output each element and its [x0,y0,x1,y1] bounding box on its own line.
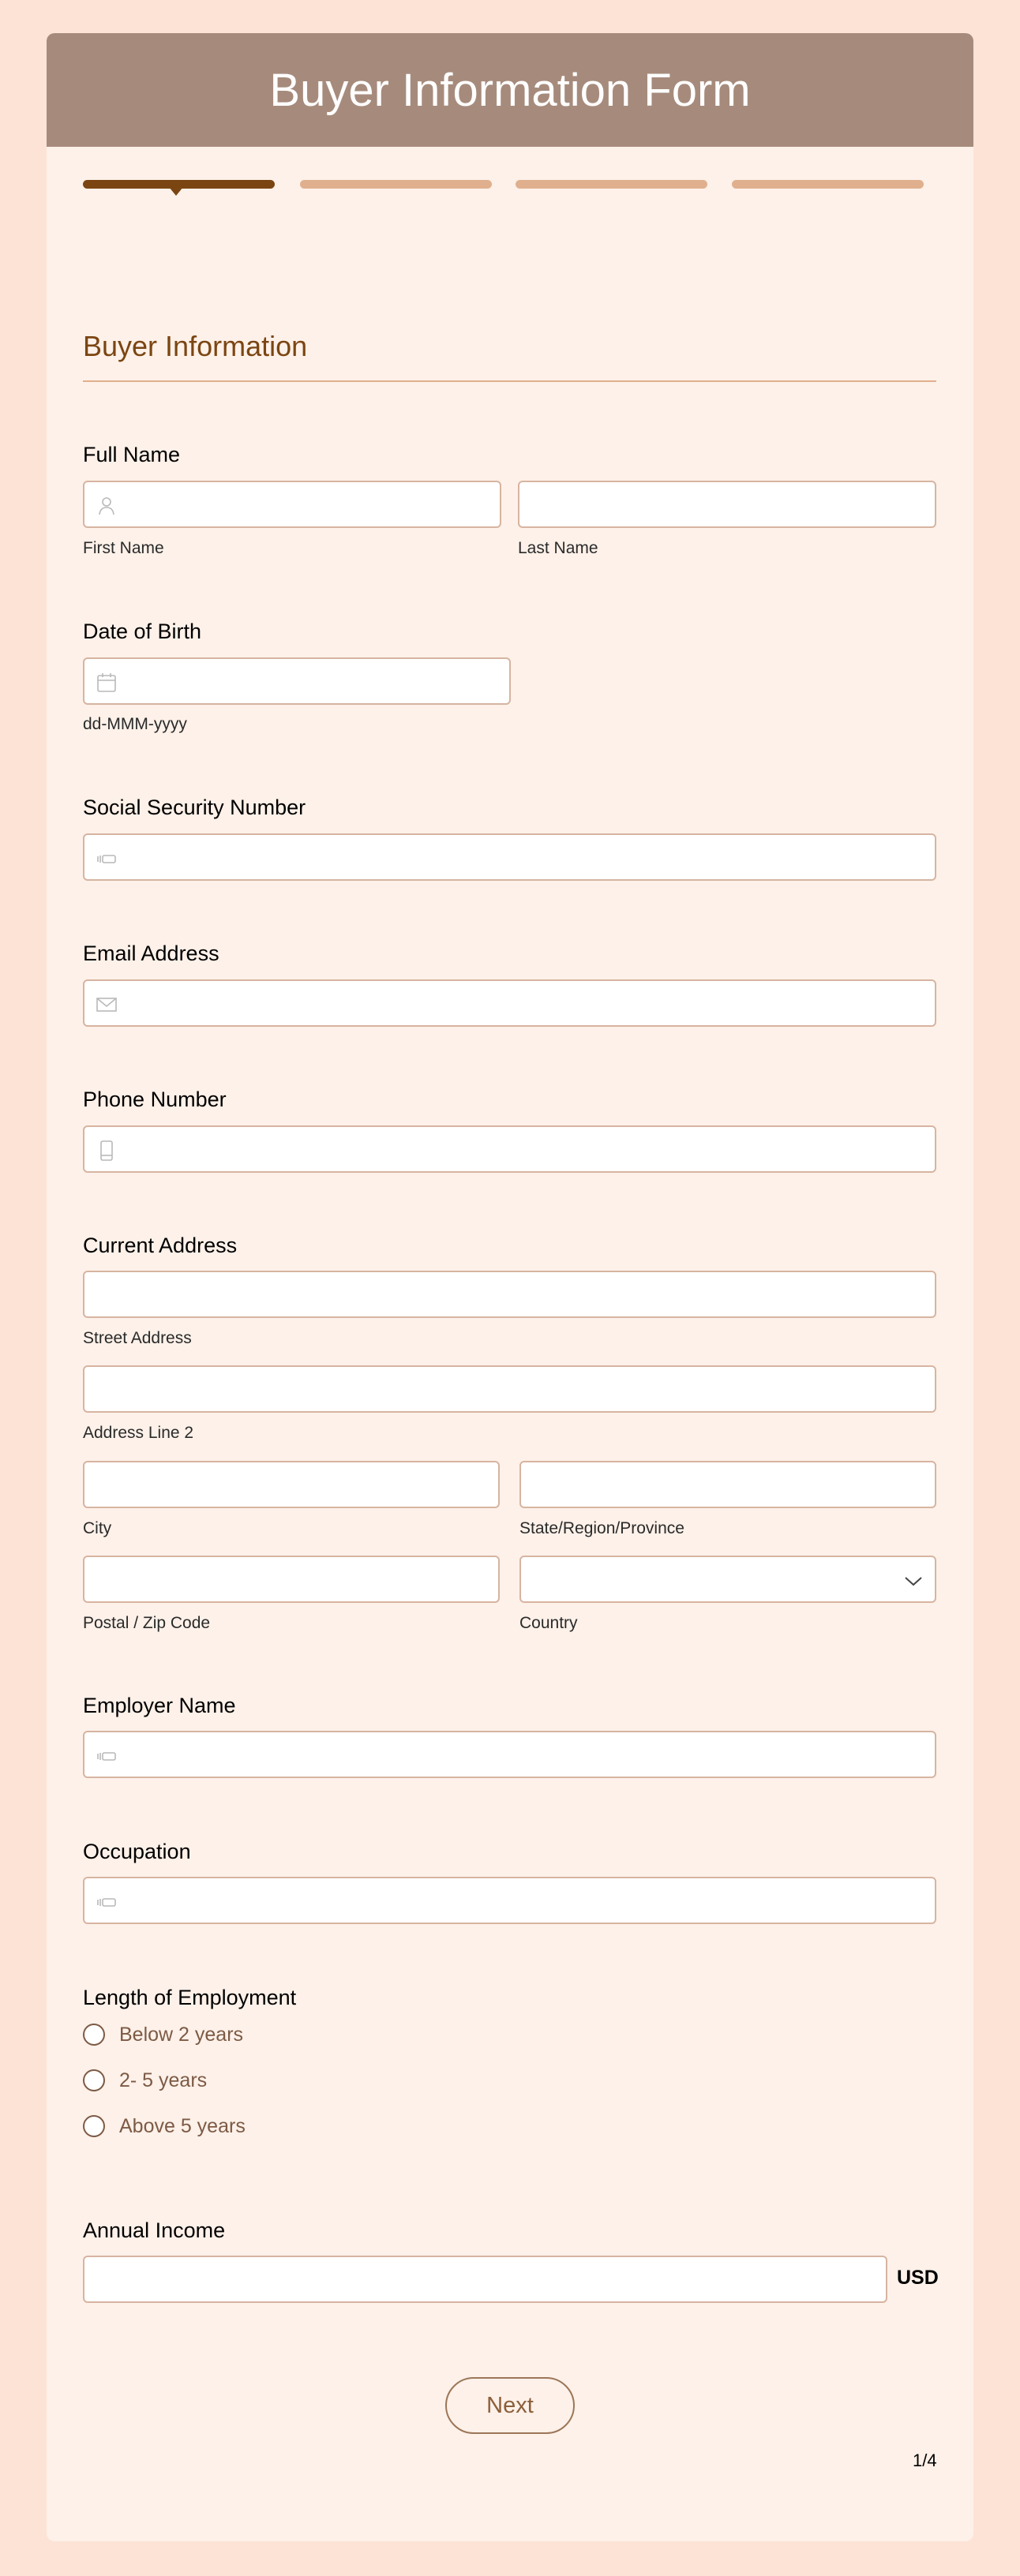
address-label: Current Address [83,1234,238,1257]
postal-code-input[interactable] [83,1556,500,1603]
chevron-down-icon [903,1571,924,1590]
last-name-input[interactable] [518,481,936,528]
id-card-icon [96,1891,118,1913]
radio-circle[interactable] [83,2069,105,2091]
radio-circle[interactable] [83,2115,105,2137]
progress-step-2 [300,180,492,189]
radio-label: Above 5 years [119,2114,246,2137]
street-address-input[interactable] [83,1271,936,1318]
id-card-icon [96,848,118,870]
full-name-label: Full Name [83,443,181,466]
postal-code-sublabel: Postal / Zip Code [83,1614,211,1632]
occupation-label: Occupation [83,1840,191,1863]
phone-input[interactable] [83,1125,936,1173]
ssn-label: Social Security Number [83,796,306,819]
first-name-sublabel: First Name [83,539,164,557]
currency-label: USD [897,2267,939,2289]
calendar-icon [96,672,118,694]
radio-circle[interactable] [83,2024,105,2046]
employment-option-above-5[interactable] [83,2112,246,2140]
last-name-sublabel: Last Name [518,539,598,557]
progress-step-4 [732,180,924,189]
section-title: Buyer Information [83,330,308,362]
employment-option-below-2[interactable] [83,2020,243,2049]
dob-input[interactable] [83,657,511,705]
occupation-input[interactable] [83,1877,936,1924]
phone-label: Phone Number [83,1088,227,1111]
state-sublabel: State/Region/Province [519,1519,684,1537]
state-input[interactable] [519,1461,936,1508]
employer-input[interactable] [83,1731,936,1778]
employment-option-2-5[interactable] [83,2066,207,2095]
address-line2-sublabel: Address Line 2 [83,1424,194,1442]
dob-label: Date of Birth [83,620,202,643]
radio-label: Below 2 years [119,2023,244,2046]
progress-bar [83,180,927,204]
email-label: Email Address [83,942,219,965]
income-input[interactable] [83,2256,887,2303]
user-icon [96,495,118,517]
address-line2-input[interactable] [83,1365,936,1413]
income-label: Annual Income [83,2218,226,2242]
page-indicator: 1/4 [913,2451,937,2470]
employment-length-label: Length of Employment [83,1986,297,2009]
country-select[interactable] [519,1556,936,1603]
form-header [47,33,973,147]
progress-step-3 [516,180,707,189]
dob-format-hint: dd-MMM-yyyy [83,715,187,733]
street-address-sublabel: Street Address [83,1329,192,1347]
country-sublabel: Country [519,1614,578,1632]
email-input[interactable] [83,979,936,1027]
form-title: Buyer Information Form [269,64,751,116]
progress-current-marker [169,187,183,196]
envelope-icon [96,994,118,1016]
section-divider [83,380,936,382]
employer-label: Employer Name [83,1694,236,1717]
radio-label: 2- 5 years [119,2069,208,2091]
phone-icon [96,1140,118,1162]
city-input[interactable] [83,1461,500,1508]
next-button[interactable]: Next [445,2377,575,2434]
id-card-icon [96,1745,118,1767]
city-sublabel: City [83,1519,112,1537]
first-name-input[interactable] [83,481,501,528]
ssn-input[interactable] [83,833,936,881]
